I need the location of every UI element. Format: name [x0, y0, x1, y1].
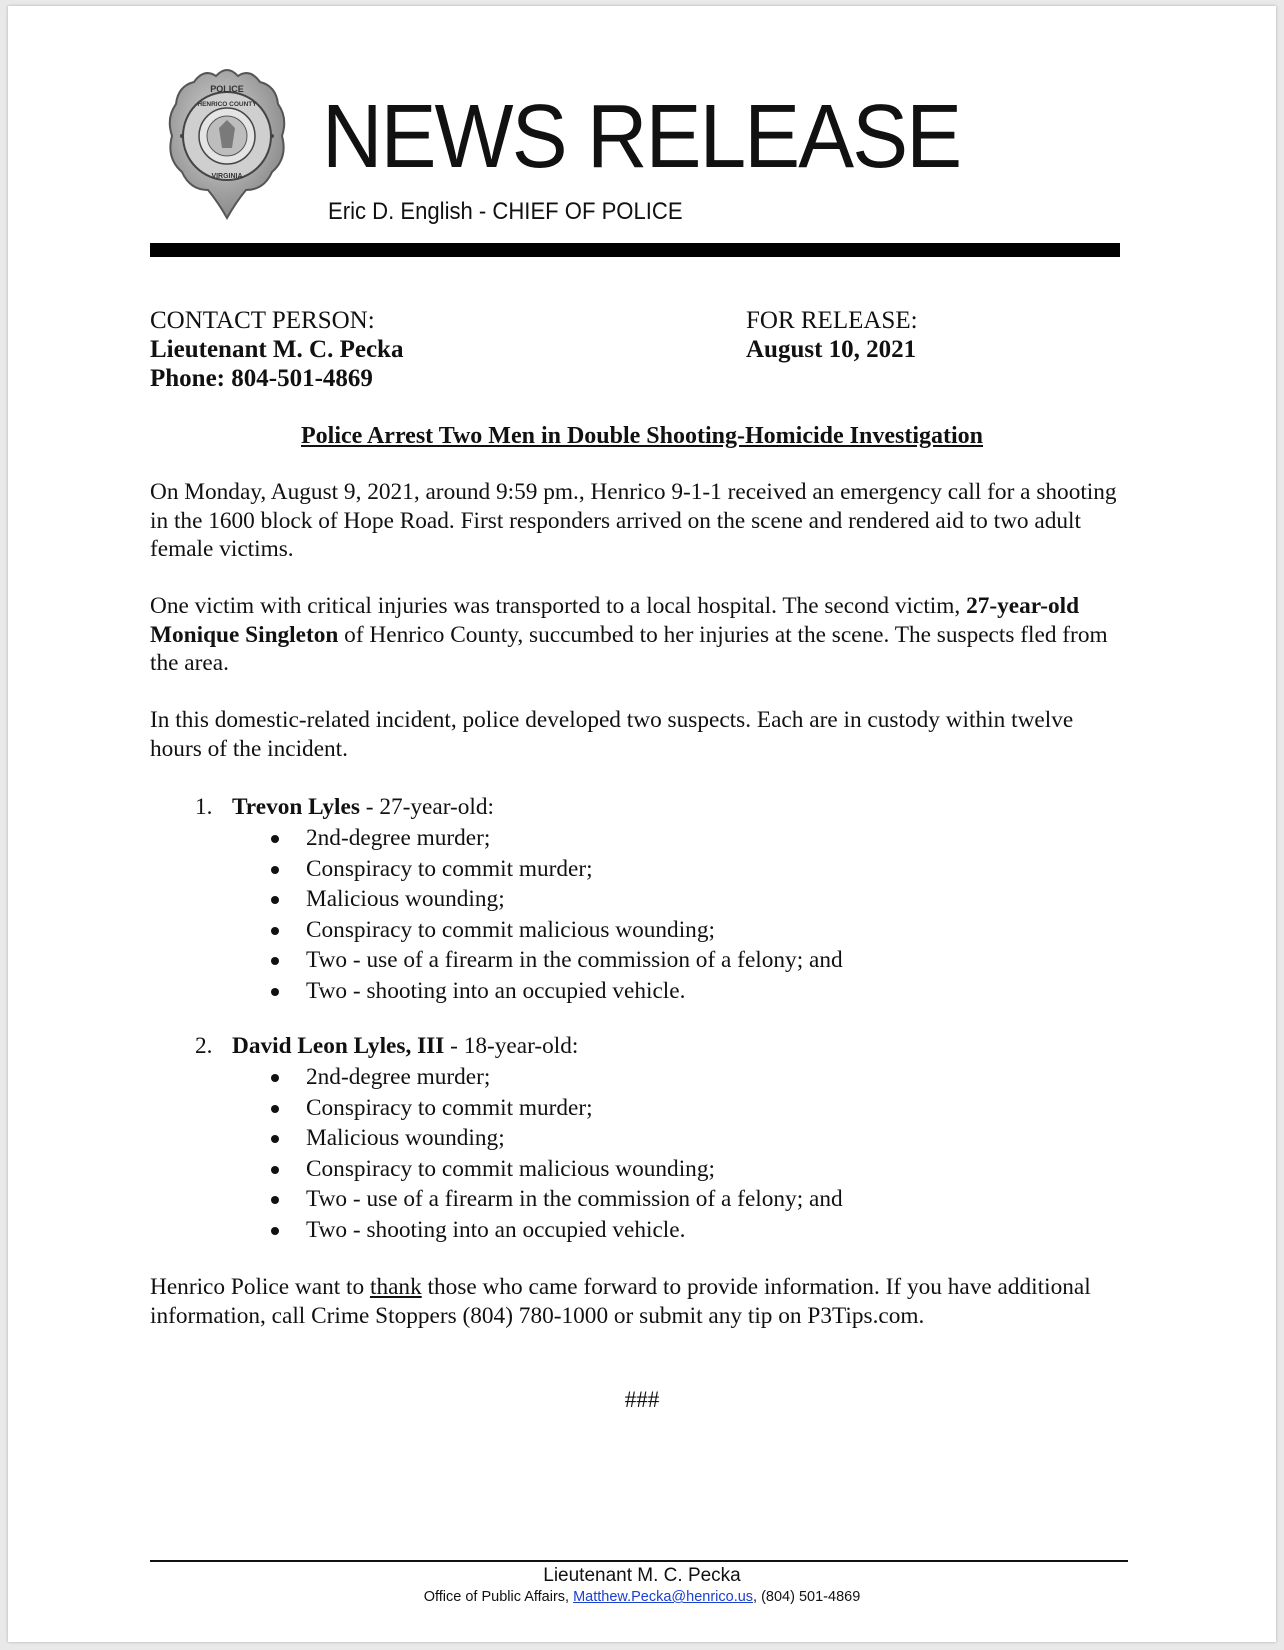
suspect-age: - 18-year-old:	[444, 1033, 579, 1059]
footer-contact-line	[0, 1587, 1284, 1607]
charge-item: Two - use of a firearm in the commission of a felony; and	[266, 1184, 843, 1215]
charge-item: Conspiracy to commit murder;	[266, 1093, 843, 1124]
contact-name: Lieutenant M. C. Pecka	[150, 336, 404, 363]
paragraph-incident: On Monday, August 9, 2021, around 9:59 pm., Henrico 9-1-1 received an emergency call for a shooting in the 1600 block of Hope Road. First responders arrived on the scene and rendered aid to two adult female victims.	[150, 479, 1117, 562]
contact-phone: Phone: 804-501-4869	[150, 365, 373, 392]
svg-text:HENRICO COUNTY: HENRICO COUNTY	[197, 101, 257, 108]
page-title: NEWS RELEASE	[322, 87, 961, 187]
charges-list	[266, 823, 843, 1006]
closing-underlined-word: thank	[369, 1274, 422, 1300]
contact-label: CONTACT PERSON:	[150, 307, 375, 334]
footer-phone: , (804) 501-4869	[753, 1589, 861, 1605]
header-divider	[150, 243, 1120, 257]
footer-contact-name: Lieutenant M. C. Pecka	[543, 1565, 741, 1586]
suspect-name: David Leon Lyles, III	[232, 1033, 445, 1059]
svg-text:VIRGINIA: VIRGINIA	[211, 173, 243, 180]
contact-block	[150, 306, 403, 393]
victim-name: 27-year-old Monique Singleton	[150, 593, 1080, 648]
charge-item: Malicious wounding;	[266, 1123, 843, 1154]
paragraph-victims	[150, 592, 1125, 678]
charge-item: Two - shooting into an occupied vehicle.	[266, 1215, 843, 1246]
svg-text:POLICE: POLICE	[210, 84, 244, 94]
release-label: FOR RELEASE:	[746, 307, 918, 334]
end-mark: ###	[624, 1387, 660, 1412]
release-block	[746, 306, 918, 364]
police-badge-logo	[164, 62, 290, 222]
charge-item: Conspiracy to commit malicious wounding;	[266, 915, 843, 946]
paragraph-closing	[150, 1273, 1125, 1330]
charge-item: Conspiracy to commit malicious wounding;	[266, 1154, 843, 1185]
footer-divider	[150, 1560, 1128, 1562]
release-headline: Police Arrest Two Men in Double Shooting-Homicide Investigation	[301, 423, 983, 449]
charge-item: Two - use of a firearm in the commission of a felony; and	[266, 945, 843, 976]
suspect-item	[195, 793, 494, 821]
suspect-number: 2.	[195, 1033, 213, 1059]
suspect-number: 1.	[195, 794, 213, 820]
suspect-age: - 27-year-old:	[359, 794, 495, 820]
charge-item: 2nd-degree murder;	[266, 823, 843, 854]
suspect-item	[195, 1032, 578, 1060]
chief-of-police-line: Eric D. English - CHIEF OF POLICE	[328, 198, 683, 225]
charge-item: Malicious wounding;	[266, 884, 843, 915]
paragraph-suspects: In this domestic-related incident, police developed two suspects. Each are in custody within twelve hours of the incident.	[150, 707, 1074, 762]
paragraph-victims-text-b: of Henrico County, succumbed to her injuries at the scene. The suspects fled from the area.	[150, 621, 1108, 676]
closing-text-b: those who came forward to provide information. If you have additional information, call Crime Stoppers (804) 780-1000 or submit any tip on P3Tips.com.	[150, 1274, 1091, 1329]
release-date: August 10, 2021	[746, 336, 917, 363]
charge-item: Two - shooting into an occupied vehicle.	[266, 976, 843, 1007]
closing-text-a: Henrico Police want to	[150, 1274, 370, 1300]
suspect-name: Trevon Lyles	[232, 794, 360, 820]
footer-email-link[interactable]: Matthew.Pecka@henrico.us	[573, 1589, 754, 1605]
charge-item: Conspiracy to commit murder;	[266, 854, 843, 885]
footer-office: Office of Public Affairs,	[423, 1589, 574, 1605]
charges-list	[266, 1062, 843, 1245]
paragraph-victims-text-a: One victim with critical injuries was transported to a local hospital. The second victim,	[150, 593, 967, 619]
charge-item: 2nd-degree murder;	[266, 1062, 843, 1093]
